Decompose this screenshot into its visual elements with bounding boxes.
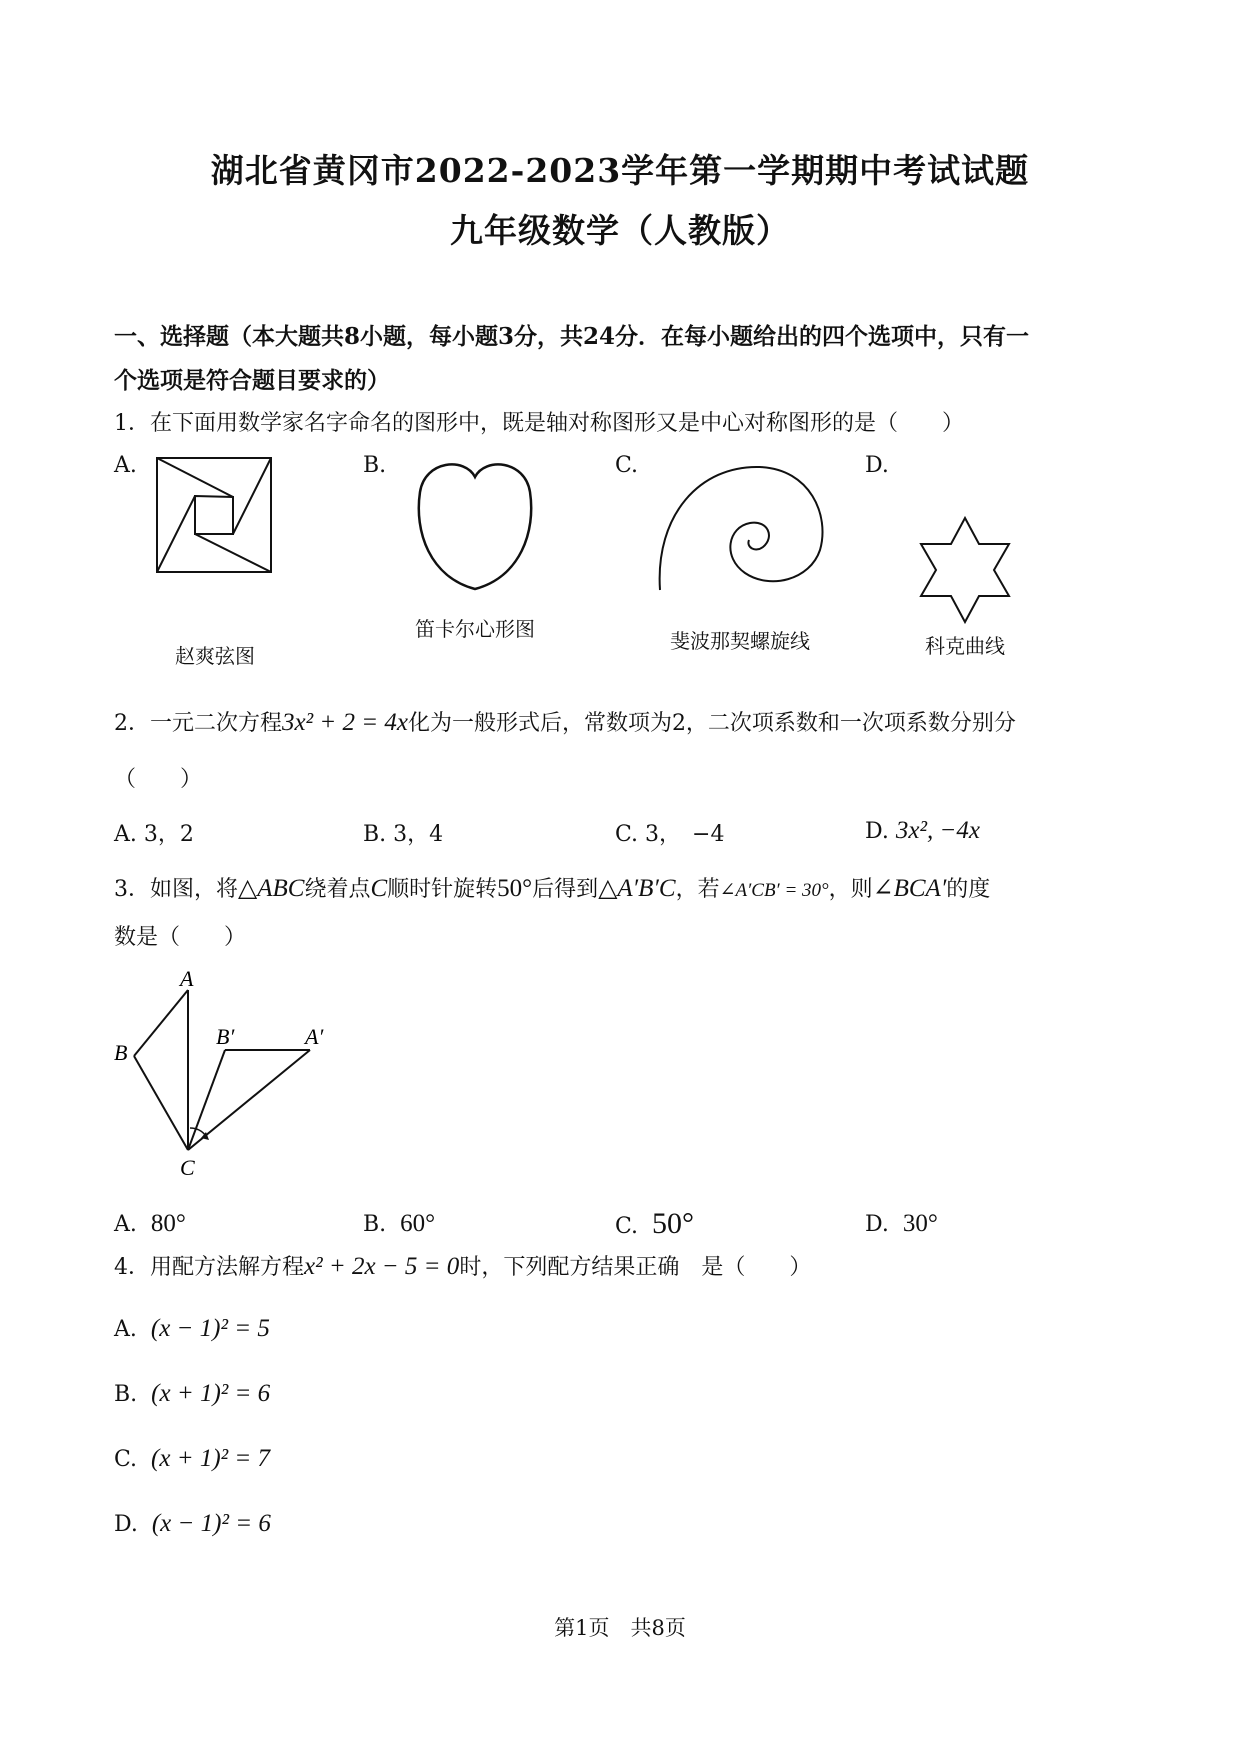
question-1-text: 1．在下面用数学家名字命名的图形中，既是轴对称图形又是中心对称图形的是（ ） [114, 411, 964, 436]
q4-option-d [114, 1510, 271, 1538]
q3-option-a-label: A. [114, 1212, 137, 1237]
q4-option-d-value: (x − 1)² = 6 [151, 1510, 271, 1537]
q4-option-c-value: (x + 1)² = 7 [151, 1445, 271, 1472]
q3-given-angle: ∠A′CB′ = 30° [719, 880, 829, 901]
q2-option-c-value: 3， −4 [645, 822, 725, 847]
q1-option-b-caption: 笛卡尔心形图 [415, 617, 535, 641]
q2-option-b [363, 817, 443, 848]
question-3-line2: 数是（ ） [114, 925, 247, 950]
q3-option-a [114, 1210, 186, 1238]
q3-option-c [615, 1207, 694, 1241]
q2-option-a-label: A. [114, 822, 137, 847]
q4-option-c [114, 1445, 270, 1473]
q4-option-c-label: C. [114, 1447, 138, 1472]
q2-option-c-label: C. [615, 822, 639, 847]
q3-option-c-value: 50° [652, 1207, 695, 1240]
q4-option-a [114, 1315, 270, 1343]
q2-option-d-label: D. [865, 819, 889, 844]
q3-rotation-angle: 50° [497, 875, 533, 902]
fibonacci-spiral-figure [650, 455, 830, 605]
page-footer: 第1页 共8页 [554, 1616, 686, 1640]
q3-target-angle: ∠BCA′ [872, 875, 947, 902]
q4-equation: x² + 2x − 5 = 0 [304, 1253, 460, 1280]
q1-option-d-caption: 科克曲线 [925, 634, 1005, 658]
q2-prefix: 2．一元二次方程 [114, 711, 282, 736]
q4-option-b-value: (x + 1)² = 6 [151, 1380, 271, 1407]
page-title: 湖北省黄冈市2022-2023学年第一学期期中考试试题 [210, 151, 1030, 190]
zhao-shuang-diagram-figure [155, 456, 275, 574]
q4-option-a-value: (x − 1)² = 5 [150, 1315, 270, 1342]
q3-option-c-label: C. [615, 1214, 639, 1239]
q1-option-d-label: D. [865, 453, 889, 478]
q4-option-d-label: D. [114, 1512, 138, 1537]
q4-option-b-label: B. [114, 1382, 138, 1407]
q3-option-d-value: 30° [902, 1210, 938, 1237]
question-2-line1 [114, 706, 1016, 737]
question-4-text [114, 1250, 811, 1281]
page-subtitle: 九年级数学（人教版） [450, 211, 790, 250]
q3-p7: 的度 [946, 877, 991, 902]
q1-option-a-caption: 赵爽弦图 [175, 644, 255, 668]
q1-option-c-label: C. [615, 453, 639, 478]
q3-rotation-figure [100, 960, 350, 1185]
q3-option-d-label: D. [865, 1212, 889, 1237]
q2-equation: 3x² + 2 = 4x [282, 709, 408, 736]
q3-fig-label-b-prime: B′ [216, 1024, 235, 1049]
cardioid-figure [410, 452, 540, 602]
q3-p3: 顺时针旋转 [387, 877, 498, 902]
q2-option-d [865, 817, 980, 845]
q3-fig-label-a: A [180, 966, 194, 991]
q3-p4: 后得到 [532, 877, 599, 902]
q1-option-c-caption: 斐波那契螺旋线 [670, 629, 810, 653]
q3-fig-label-a-prime: A′ [305, 1024, 324, 1049]
q3-fig-label-b: B [114, 1040, 128, 1065]
q3-triangle-abc: △ABC [238, 875, 305, 902]
q2-option-c [615, 817, 724, 848]
q2-option-b-label: B. [363, 822, 387, 847]
q2-option-b-value: 3，4 [393, 822, 444, 847]
q3-point-c: C [370, 875, 388, 902]
question-3-line1 [114, 872, 990, 903]
q3-fig-label-c: C [180, 1155, 195, 1180]
q2-option-d-value: 3x², −4x [895, 817, 980, 844]
q3-option-b-value: 60° [400, 1210, 436, 1237]
q2-option-a [114, 817, 194, 848]
q3-option-d [865, 1210, 938, 1238]
q1-option-b-label: B. [363, 453, 387, 478]
q2-suffix: 化为一般形式后，常数项为2，二次项系数和一次项系数分别分 [407, 711, 1016, 736]
q3-option-b-label: B. [363, 1212, 387, 1237]
q3-p5: ，若 [675, 877, 720, 902]
q4-prefix: 4．用配方法解方程 [114, 1255, 304, 1280]
q3-p2: 绕着点 [304, 877, 371, 902]
q3-triangle-a1b1c: △A′B′C [598, 875, 676, 902]
q4-option-a-label: A. [114, 1317, 137, 1342]
q3-p6: ，则 [828, 877, 873, 902]
koch-star-figure [910, 515, 1020, 625]
section-heading-line1: 一、选择题（本大题共8小题，每小题3分，共24分．在每小题给出的四个选项中，只有一 [114, 323, 1030, 350]
q2-option-a-value: 3，2 [143, 822, 194, 847]
section-heading-line2: 个选项是符合题目要求的） [114, 367, 390, 394]
q1-option-a-label: A. [114, 453, 137, 478]
question-2-line2: （ ） [114, 767, 203, 792]
q4-suffix: 时，下列配方结果正确 是（ ） [459, 1255, 812, 1280]
q3-option-b [363, 1210, 435, 1238]
q3-option-a-value: 80° [150, 1210, 186, 1237]
q3-p1: 3．如图，将 [114, 877, 238, 902]
q4-option-b [114, 1380, 270, 1408]
